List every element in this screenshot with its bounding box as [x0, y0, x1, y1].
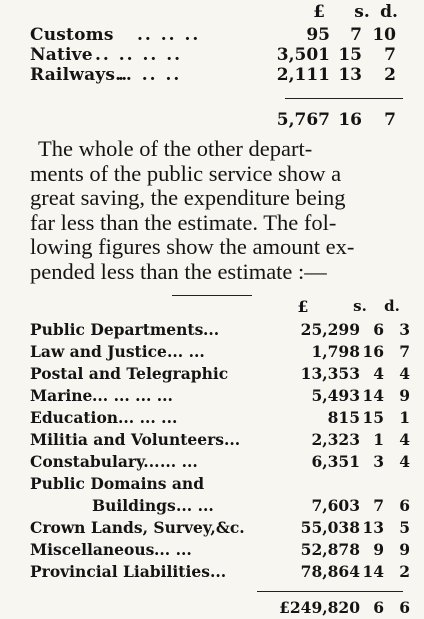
bottom-table-row — [0, 430, 424, 450]
row-label: Constabulary... — [30, 452, 160, 471]
bottom-table-row — [0, 540, 424, 560]
row-label: Railways.. — [30, 65, 128, 85]
bottom-table-row — [0, 452, 424, 472]
top-total-row — [0, 110, 424, 130]
top-total-pounds: 5,767 — [276, 110, 330, 130]
row-shillings: 9 — [373, 540, 384, 559]
row-pounds: 6,351 — [311, 452, 360, 471]
row-leader-dots: ... ... — [160, 452, 198, 471]
row-pence: 4 — [399, 430, 410, 449]
row-pounds: 815 — [327, 408, 360, 427]
row-shillings: 13 — [338, 65, 362, 85]
row-leader-dots: .. .. .. — [118, 65, 182, 85]
row-pence: 2 — [384, 65, 396, 85]
row-shillings: 7 — [373, 496, 384, 515]
row-shillings: 13 — [362, 518, 384, 537]
row-pounds: 7,603 — [311, 496, 360, 515]
bottom-table-row — [0, 496, 424, 516]
top-table-row — [0, 45, 424, 65]
row-shillings: 14 — [362, 562, 384, 581]
pence-header: d. — [380, 2, 398, 22]
row-pence: 9 — [399, 540, 410, 559]
bottom-table-row — [0, 342, 424, 362]
row-pounds: 13,353 — [300, 364, 360, 383]
bottom-total-pence: 6 — [399, 598, 410, 617]
row-label: Postal and Telegraphic — [30, 364, 229, 383]
bottom-table-row — [0, 518, 424, 538]
shillings-header: s. — [354, 2, 370, 22]
paragraph-line: great saving, the expenditure being — [30, 185, 346, 210]
top-table-header — [0, 2, 424, 22]
row-shillings: 4 — [373, 364, 384, 383]
bottom-table-row — [0, 408, 424, 428]
row-pence: 9 — [399, 386, 410, 405]
row-pence: 3 — [399, 320, 410, 339]
row-pounds: 1,798 — [311, 342, 360, 361]
row-pounds: 52,878 — [300, 540, 360, 559]
row-pence: 7 — [384, 45, 396, 65]
row-label: Public Departments — [30, 320, 204, 339]
row-pounds: 95 — [306, 25, 330, 45]
row-pence: 6 — [399, 496, 410, 515]
top-total-shillings: 16 — [338, 110, 362, 130]
top-total-rule — [285, 98, 403, 99]
paragraph-line: The whole of the other depart- — [38, 136, 313, 161]
pounds-header: £ — [313, 2, 325, 22]
row-leader-dots: ... — [203, 320, 220, 339]
bottom-table-row — [0, 386, 424, 406]
row-shillings: 6 — [373, 320, 384, 339]
row-pounds: 2,111 — [276, 65, 330, 85]
row-pounds: 55,038 — [300, 518, 360, 537]
row-label: Provincial Liabilities — [30, 562, 210, 581]
row-shillings: 1 — [373, 430, 384, 449]
row-pence: 10 — [372, 25, 396, 45]
row-label: Law and Justice — [30, 342, 167, 361]
row-shillings: 3 — [373, 452, 384, 471]
bottom-total-row — [0, 598, 424, 618]
body-paragraph — [30, 137, 414, 284]
row-pence: 4 — [399, 452, 410, 471]
row-label: Buildings — [92, 496, 176, 515]
row-leader-dots: .. .. .. .. — [95, 45, 183, 65]
row-label: Marine — [30, 386, 93, 405]
paragraph-line: ments of the public service show a — [30, 160, 342, 186]
row-leader-dots: ... ... — [154, 540, 192, 559]
row-label: Miscellaneous — [30, 540, 155, 559]
row-leader-dots: ... — [210, 562, 227, 581]
row-shillings: 14 — [362, 386, 384, 405]
row-leader-dots: .. .. .. — [137, 25, 201, 45]
bottom-table-header — [0, 297, 424, 317]
bottom-table-row — [0, 562, 424, 582]
row-label: Crown Lands, Survey,&c. — [30, 518, 245, 537]
row-pounds: 5,493 — [311, 386, 360, 405]
top-total-pence: 7 — [384, 110, 396, 130]
bottom-table-row — [0, 320, 424, 340]
row-pence: 7 — [399, 342, 410, 361]
row-pence: 4 — [399, 364, 410, 383]
section-divider — [172, 295, 252, 296]
bottom-table-row — [0, 364, 424, 384]
top-table-row — [0, 65, 424, 85]
row-leader-dots: ... ... — [167, 342, 205, 361]
row-leader-dots: ... ... ... ... — [92, 386, 173, 405]
pounds-header: £ — [297, 297, 309, 316]
row-pounds: 3,501 — [276, 45, 330, 65]
shillings-header: s. — [353, 297, 367, 315]
bottom-table-row — [0, 474, 424, 494]
row-leader-dots: ... ... — [176, 496, 214, 515]
row-pence: 1 — [399, 408, 410, 427]
pence-header: d. — [384, 297, 400, 315]
top-table-row — [0, 25, 424, 45]
row-pounds: 2,323 — [311, 430, 360, 449]
row-label: Education — [30, 408, 119, 427]
row-pounds: 78,864 — [300, 562, 360, 581]
row-shillings: 7 — [350, 25, 362, 45]
bottom-total-rule — [257, 591, 403, 592]
bottom-total-shillings: 6 — [373, 598, 384, 617]
paragraph-line: far less than the estimate. The fol- — [30, 209, 337, 235]
paragraph-line: pended less than the estimate :— — [30, 258, 327, 284]
row-label: Public Domains and — [30, 474, 205, 493]
row-shillings: 15 — [362, 408, 384, 427]
row-label: Native — [30, 45, 93, 65]
paragraph-line: lowing figures show the amount ex- — [30, 234, 355, 259]
row-pence: 5 — [399, 518, 410, 537]
row-leader-dots: ... ... ... — [118, 408, 178, 427]
row-pence: 2 — [399, 562, 410, 581]
bottom-total-pounds: £249,820 — [279, 598, 360, 617]
row-shillings: 15 — [338, 45, 362, 65]
row-label: Militia and Volunteers... — [30, 430, 241, 449]
row-shillings: 16 — [362, 342, 384, 361]
row-label: Customs — [30, 25, 114, 45]
row-pounds: 25,299 — [300, 320, 360, 339]
